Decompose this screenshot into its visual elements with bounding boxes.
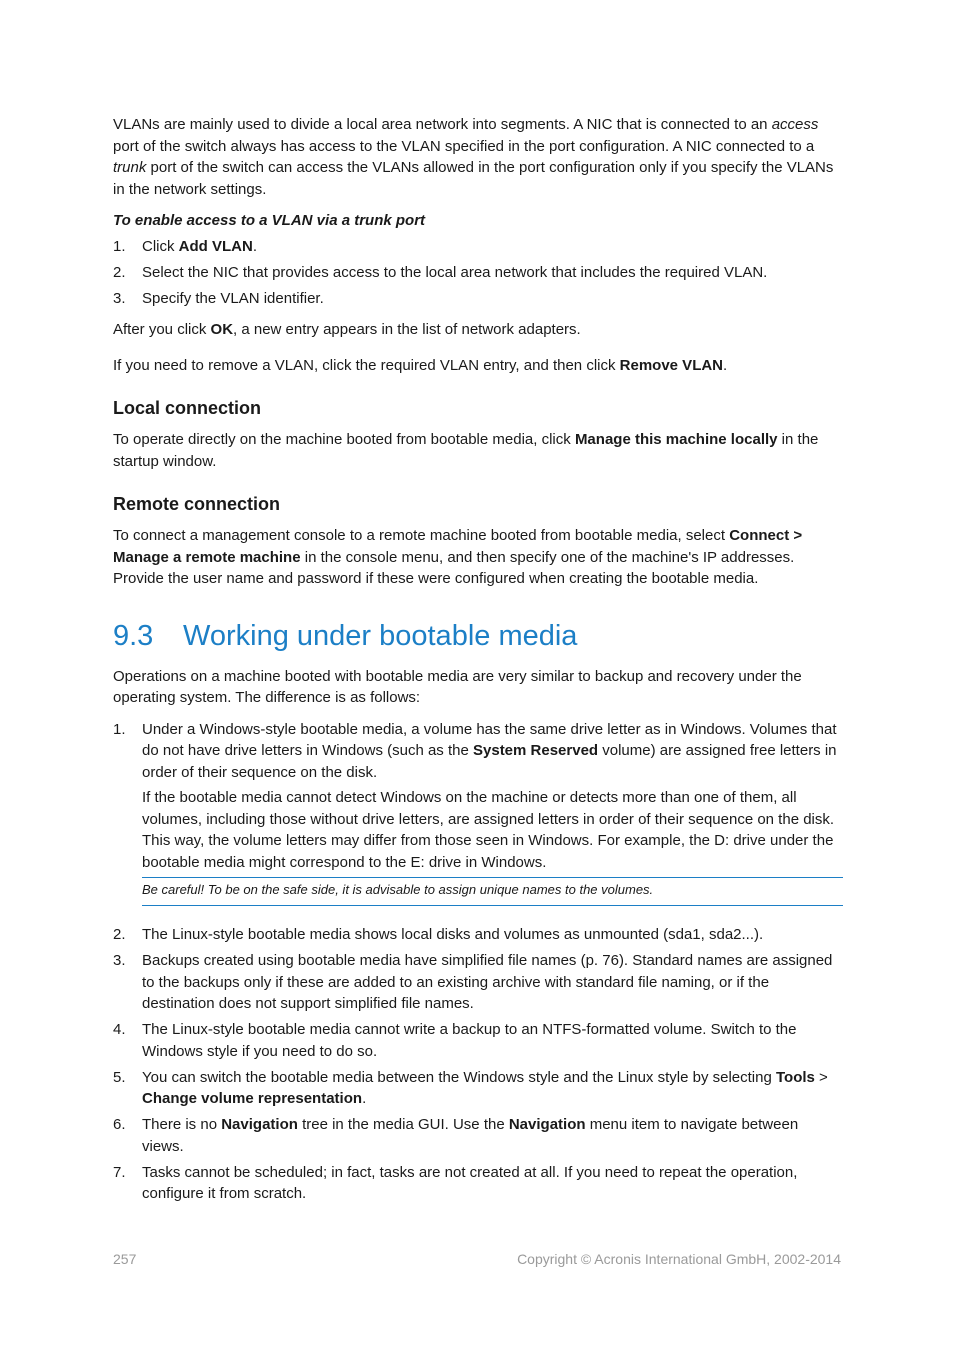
section-intro: Operations on a machine booted with bootable media are very similar to backup and recovery under the operating system. The difference is as follows:: [113, 667, 802, 706]
list-item: 2. The Linux-style bootable media shows local disks and volumes as unmounted (sda1, sda2...).: [113, 926, 764, 943]
remote-connection-paragraph: To connect a management console to a remote machine booted from bootable media, select Connect > Manage a remote machine in the console menu, and then specify one of the machine's IP addresses. Provide the user name and password if these were configured when creating the bootable media.: [113, 527, 803, 587]
remote-connection-heading: Remote connection: [113, 494, 281, 514]
document-page: [113, 114, 843, 1215]
local-connection-paragraph: To operate directly on the machine booted from bootable media, click Manage this machine locally in the startup window.: [113, 431, 819, 470]
local-connection-heading: Local connection: [113, 398, 262, 418]
list-item-paragraph: If the bootable media cannot detect Windows on the machine or detects more than one of them, all volumes, including those without drive letters, are assigned letters in order of their sequence on the disk. This way, the volume letters may differ from those seen in Windows. For example, the D: drive under the bootable media might correspond to the E: drive in Windows.: [142, 789, 835, 871]
list-item: 5. You can switch the bootable media between the Windows style and the Linux style by selecting Tools > Change volume representation.: [113, 1068, 828, 1107]
section-title: Working under bootable media: [183, 619, 578, 652]
intro-paragraph: VLANs are mainly used to divide a local area network into segments. A NIC that is connected to an access port of the switch always has access to the VLAN specified in the port configuration. A NIC connected to a trunk port of the switch can access the VLANs allowed in the port configuration only if you specify the VLANs in the network settings.: [113, 116, 834, 198]
copyright-notice: Copyright © Acronis International GmbH, 2002-2014: [517, 1251, 841, 1267]
list-item: 2. Select the NIC that provides access to the local area network that includes the required VLAN.: [113, 263, 768, 281]
list-item: 3. Specify the VLAN identifier.: [113, 289, 324, 307]
section-number: 9.3: [113, 619, 154, 652]
section-heading: [113, 618, 843, 654]
page-number: 257: [113, 1251, 137, 1267]
remove-vlan-paragraph: If you need to remove a VLAN, click the required VLAN entry, and then click Remove VLAN.: [113, 356, 728, 374]
list-item: 7. Tasks cannot be scheduled; in fact, tasks are not created at all. If you need to repeat the operation, configure it from scratch.: [113, 1163, 798, 1202]
list-item: 6. There is no Navigation tree in the media GUI. Use the Navigation menu item to navigate between views.: [113, 1116, 799, 1155]
list-item: 1. Click Add VLAN.: [113, 237, 258, 255]
after-ok-paragraph: After you click OK, a new entry appears in the list of network adapters.: [113, 321, 581, 338]
list-item: 4. The Linux-style bootable media cannot write a backup to an NTFS-formatted volume. Switch to the Windows style if you need to do so.: [113, 1021, 797, 1060]
list-item: 1. Under a Windows-style bootable media, a volume has the same drive letter as in Windows. Volumes that do not have drive letters in Windows (such as the System Reserved volume) are assigned free letters in order of their sequence on the disk. If the bootable media cannot detect Windows on the machine or detects more than one of them, all volumes, including those without drive letters, are assigned letters in order of their sequence on the disk. This way, the volume letters may differ from those seen in Windows. For example, the D: drive under the bootable media might correspond to the E: drive in Windows. Be careful! To be on the safe side, it is advisable to assign unique names to the volumes.: [113, 719, 843, 907]
procedure-title: To enable access to a VLAN via a trunk port: [113, 212, 426, 229]
procedure-steps: [113, 236, 843, 310]
differences-list: [113, 719, 843, 1205]
caution-note: Be careful! To be on the safe side, it is advisable to assign unique names to the volumes.: [142, 877, 843, 906]
list-item: 3. Backups created using bootable media have simplified file names (p. 76). Standard names are assigned to the backups only if these are added to an existing archive with standard file naming, or if the destination does not support simplified file names.: [113, 952, 833, 1012]
